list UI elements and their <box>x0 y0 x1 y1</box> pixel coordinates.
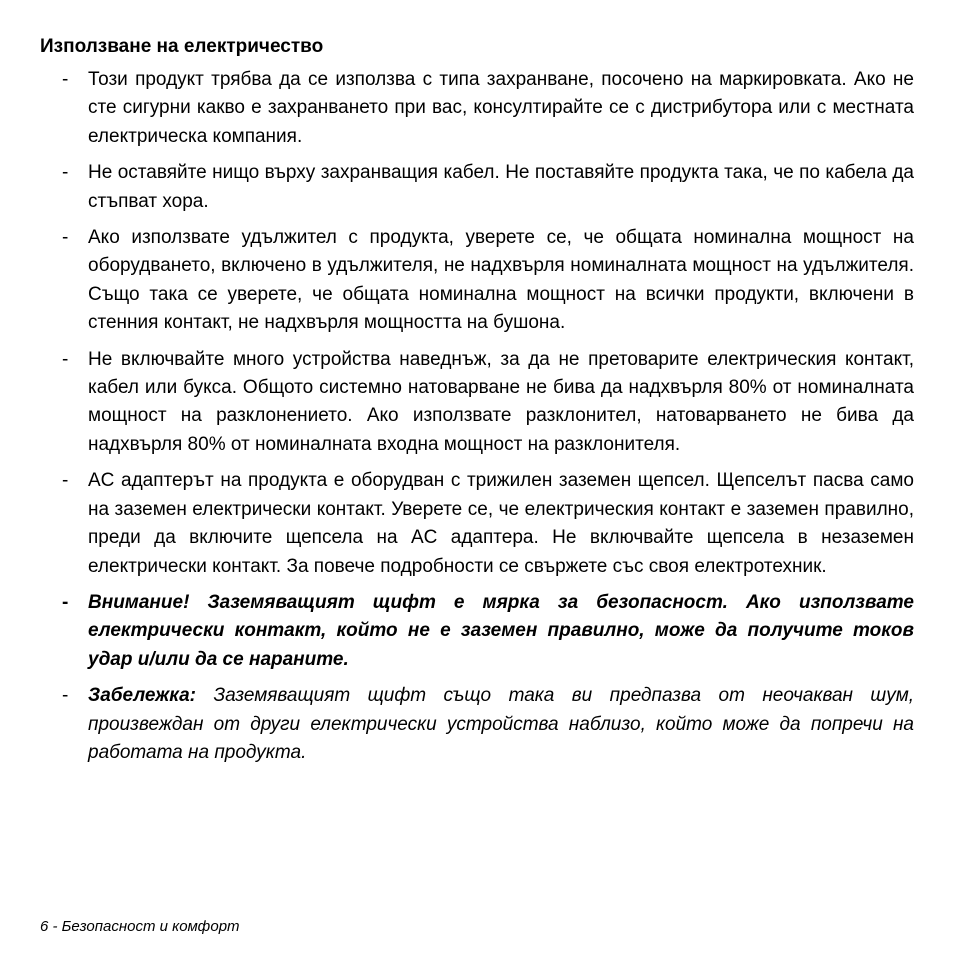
bullet-dash: - <box>62 591 69 613</box>
note-text: Заземяващият щифт също така ви предпазва от неочакван шум, произвеждан от други електрически устройства наблизо, който може да попречи на работата на продукта. <box>88 685 914 763</box>
list-item <box>40 66 914 151</box>
item-text: AC адаптерът на продукта е оборудван с трижилен заземен щепсел. Щепселът пасва само на заземен електрически контакт. Уверете се, че електрическия контакт е заземен правилно, преди да включите щепсела на AC адаптера. Не включвайте щепсела в незаземен електрически контакт. За повече подробности се свържете със своя електротехник. <box>88 470 914 577</box>
section-heading: Използване на електричество <box>40 36 324 57</box>
list-item <box>40 346 914 460</box>
bullet-dash: - <box>62 227 69 249</box>
safety-list <box>40 66 914 775</box>
item-text: Не оставяйте нищо върху захранващия кабел. Не поставяйте продукта така, че по кабела да стъпват хора. <box>88 162 914 212</box>
bullet-dash: - <box>62 470 69 492</box>
list-item <box>40 224 914 338</box>
list-item <box>40 159 914 216</box>
note-item <box>40 682 914 767</box>
item-text: Този продукт трябва да се използва с типа захранване, посочено на маркировката. Ако не сте сигурни какво е захранването при вас, консултирайте се с дистрибутора или с местната електрическа компания. <box>88 69 914 147</box>
note-label: Забележка: <box>88 685 196 707</box>
bullet-dash: - <box>62 162 69 184</box>
bullet-dash: - <box>62 348 69 370</box>
warning-item <box>40 589 914 674</box>
bullet-dash: - <box>62 69 69 90</box>
warning-text: Внимание! Заземяващият щифт е мярка за безопасност. Ако използвате електрически контакт, който не е заземен правилно, може да получите токов удар и/или да се нараните. <box>88 591 914 670</box>
item-text: Ако използвате удължител с продукта, уверете се, че общата номинална мощност на оборудването, включено в удължителя, не надхвърля номиналната мощност на удължителя. Също така се уверете, че общата номинална мощност на всички продукти, включени в стенния контакт, не надхвърля мощността на бушона. <box>88 227 914 334</box>
bullet-dash: - <box>62 685 69 707</box>
item-text: Не включвайте много устройства наведнъж, за да не претоварите електрическия контакт, кабел или букса. Общото системно натоварване не бива да надхвърля 80% от номиналната мощност на разклонението. Ако използвате разклонител, натоварването не бива да надхвърля 80% от номиналната входна мощност на разклонителя. <box>88 348 914 455</box>
page-footer: 6 - Безопасност и комфорт <box>40 918 240 935</box>
list-item <box>40 467 914 581</box>
